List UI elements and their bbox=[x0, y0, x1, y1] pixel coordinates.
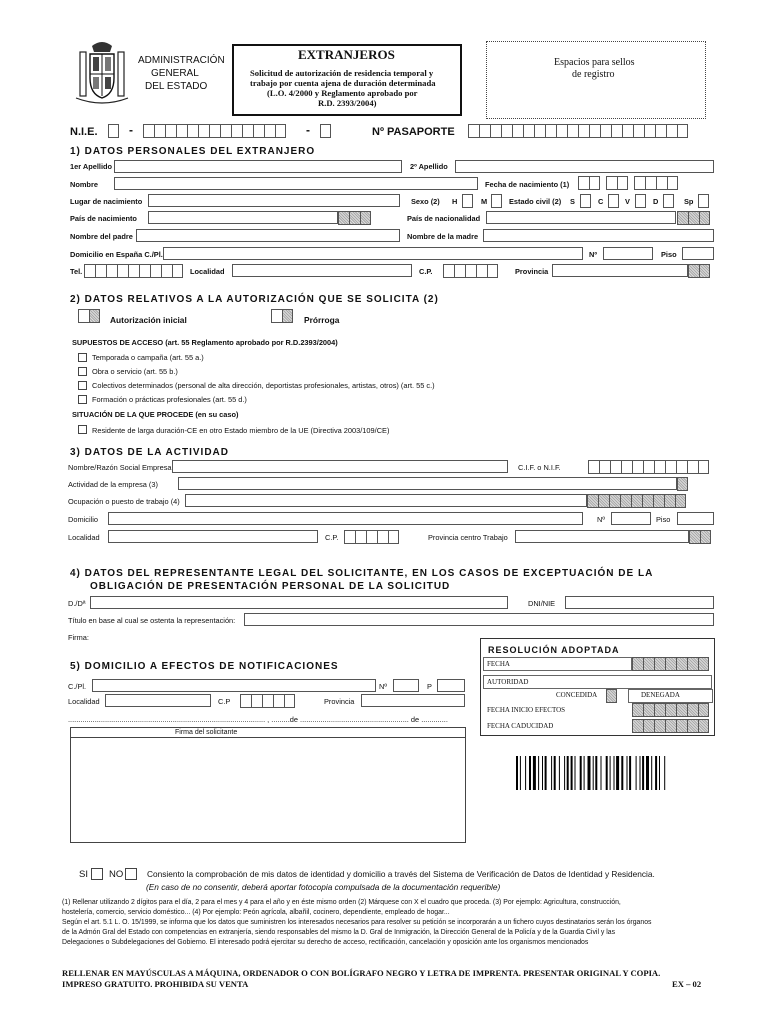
opt4-checkbox[interactable] bbox=[78, 395, 87, 404]
footer-line1: RELLENAR EN MAYÚSCULAS A MÁQUINA, ORDENADOR O CON BOLÍGRAFO NEGRO Y LETRA DE IMPRENTA. PRESENTAR ORIGINAL Y COPIA. bbox=[62, 968, 661, 978]
nombre-field[interactable] bbox=[114, 177, 478, 190]
apellido2-label: 2º Apellido bbox=[410, 162, 448, 171]
s3-cp-label: C.P. bbox=[325, 533, 339, 542]
pais-nac-label: País de nacimiento bbox=[70, 214, 137, 223]
domicilio-n-field[interactable] bbox=[603, 247, 653, 260]
nie-label: N.I.E. bbox=[70, 126, 98, 138]
s5-p-label: P bbox=[427, 682, 432, 691]
ec-sp: Sp bbox=[684, 197, 694, 206]
subtitle-line4: R.D. 2393/2004) bbox=[318, 98, 377, 108]
titulo-field[interactable] bbox=[244, 613, 714, 626]
madre-label: Nombre de la madre bbox=[407, 232, 479, 241]
consent-si: SI bbox=[79, 869, 88, 880]
tel-label: Tel. bbox=[70, 267, 83, 276]
supuestos-title: SUPUESTOS DE ACCESO (art. 55 Reglamento aprobado por R.D.2393/2004) bbox=[72, 338, 338, 347]
passport-boxes[interactable] bbox=[468, 124, 688, 138]
resolucion-title: RESOLUCIÓN ADOPTADA bbox=[488, 645, 620, 655]
sexo-m-box[interactable] bbox=[491, 194, 502, 208]
padre-label: Nombre del padre bbox=[70, 232, 133, 241]
localidad-field[interactable] bbox=[232, 264, 412, 277]
provincia-label: Provincia bbox=[515, 267, 549, 276]
resolucion-autoridad: AUTORIDAD bbox=[487, 678, 529, 686]
titulo-label: Título en base al cual se ostenta la representación: bbox=[68, 616, 236, 625]
empresa-field[interactable] bbox=[172, 460, 508, 473]
opt1-label: Temporada o campaña (art. 55 a.) bbox=[92, 353, 204, 362]
s3-piso-field[interactable] bbox=[677, 512, 714, 525]
consent-no: NO bbox=[109, 869, 124, 880]
s5-p-field[interactable] bbox=[437, 679, 465, 692]
opt2-label: Obra o servicio (art. 55 b.) bbox=[92, 367, 178, 376]
section4-title-line2: OBLIGACIÓN DE PRESENTACIÓN PERSONAL DE LA SOLICITUD bbox=[90, 581, 451, 592]
nombre-label: Nombre bbox=[70, 180, 98, 189]
section5-title: 5) DOMICILIO A EFECTOS DE NOTIFICACIONES bbox=[70, 661, 339, 672]
note-line2: hostelería, comercio, servicio doméstico... (4) Por ejemplo: Peón agrícola, albañil, cocinero, dependiente, empleado de hogar... bbox=[62, 909, 450, 916]
consent-si-checkbox[interactable] bbox=[91, 868, 103, 880]
ec-v: V bbox=[625, 197, 630, 206]
apellido1-field[interactable] bbox=[114, 160, 402, 173]
note-line4: de la Admón Gral del Estado con competencias en extranjería, siendo responsables del mismo la D. Gral de Inmigración, la Dirección General de la Policía y de la Guardia Civil y las bbox=[62, 929, 616, 936]
nie-control-box[interactable] bbox=[320, 124, 331, 138]
nie-dash-2: - bbox=[306, 123, 310, 137]
provincia-code[interactable] bbox=[688, 264, 710, 278]
pais-nac-code[interactable] bbox=[338, 211, 371, 225]
sexo-h-box[interactable] bbox=[462, 194, 473, 208]
subtitle-line2: trabajo por cuenta ajena de duración determinada bbox=[250, 78, 436, 88]
s3-n-label: Nº bbox=[597, 515, 606, 524]
situacion-title: SITUACIÓN DE LA QUE PROCEDE (en su caso) bbox=[72, 410, 239, 419]
s3-cp-boxes[interactable] bbox=[344, 530, 399, 544]
concedida-box[interactable] bbox=[606, 689, 617, 703]
consent-italic: (En caso de no consentir, deberá aportar fotocopia compulsada de la documentación requerible) bbox=[146, 882, 501, 892]
subtitle-line1: Solicitud de autorización de residencia temporal y bbox=[250, 68, 434, 78]
apellido1-label: 1er Apellido bbox=[70, 162, 113, 171]
s5-cpl-label: C./Pl. bbox=[68, 682, 87, 691]
resolucion-denegada: DENEGADA bbox=[641, 691, 680, 699]
cp-boxes[interactable] bbox=[443, 264, 498, 278]
sexo-h: H bbox=[452, 197, 458, 206]
dd-label: D./Dª bbox=[68, 599, 86, 608]
s3-piso-label: Piso bbox=[656, 515, 671, 524]
s5-cp-boxes[interactable] bbox=[240, 694, 295, 708]
dni-field[interactable] bbox=[565, 596, 714, 609]
ocupacion-label: Ocupación o puesto de trabajo (4) bbox=[68, 497, 180, 506]
ocupacion-field[interactable] bbox=[185, 494, 587, 507]
ec-c: C bbox=[598, 197, 604, 206]
piso-field[interactable] bbox=[682, 247, 714, 260]
domicilio-n-label: Nº bbox=[589, 250, 598, 259]
madre-field[interactable] bbox=[483, 229, 714, 242]
firma-solicitante-box[interactable] bbox=[70, 727, 466, 843]
consent-no-checkbox[interactable] bbox=[125, 868, 137, 880]
dd-field[interactable] bbox=[90, 596, 508, 609]
apellido2-field[interactable] bbox=[455, 160, 714, 173]
fecha-nac-day[interactable] bbox=[578, 176, 600, 190]
s3-localidad-field[interactable] bbox=[108, 530, 318, 543]
stamp-line2: de registro bbox=[572, 69, 615, 80]
s5-n-field[interactable] bbox=[393, 679, 419, 692]
nie-dash-1: - bbox=[129, 123, 133, 137]
pais-nacionalidad-label: País de nacionalidad bbox=[407, 214, 481, 223]
firma-label: Firma: bbox=[68, 633, 89, 642]
domicilio-label: Domicilio en España C./Pl. bbox=[70, 250, 163, 259]
prorroga-label: Prórroga bbox=[304, 315, 340, 325]
resolucion-fecha: FECHA bbox=[487, 660, 510, 668]
lugar-nac-field[interactable] bbox=[148, 194, 400, 207]
nie-number-boxes[interactable] bbox=[143, 124, 286, 138]
s5-localidad-label: Localidad bbox=[68, 697, 100, 706]
empresa-label: Nombre/Razón Social Empresa bbox=[68, 463, 172, 472]
inicio-boxes[interactable] bbox=[632, 703, 709, 717]
nie-letter-box[interactable] bbox=[108, 124, 119, 138]
prorroga-box[interactable] bbox=[271, 309, 293, 323]
admin-line1: ADMINISTRACIÓN bbox=[138, 55, 225, 66]
provincia-field[interactable] bbox=[552, 264, 688, 277]
section3-title: 3) DATOS DE LA ACTIVIDAD bbox=[70, 447, 230, 458]
s5-cpl-field[interactable] bbox=[92, 679, 376, 692]
ec-d-box[interactable] bbox=[663, 194, 674, 208]
opt5-checkbox[interactable] bbox=[78, 425, 87, 434]
consent-text: Consiento la comprobación de mis datos de identidad y domicilio a través del Sistema de Verificación de Datos de Identidad y Residencia. bbox=[147, 869, 655, 879]
footer-code: EX – 02 bbox=[672, 979, 702, 989]
resolucion-caducidad: FECHA CADUCIDAD bbox=[487, 722, 554, 730]
ec-sp-box[interactable] bbox=[698, 194, 709, 208]
ocupacion-code[interactable] bbox=[587, 494, 686, 508]
note-line5: Delegaciones o Subdelegaciones del Gobierno. El interesado podrá ejercitar su derecho de acceso, rectificación, cancelación y oposición ante los organismos mencionados bbox=[62, 939, 589, 946]
opt3-label: Colectivos determinados (personal de alta dirección, deportistas profesionales, artistas, otros) (art. 55 c.) bbox=[92, 381, 435, 390]
opt5-label: Residente de larga duración-CE en otro Estado miembro de la UE (Directiva 2003/109/CE) bbox=[92, 426, 390, 435]
admin-line2: GENERAL bbox=[151, 68, 199, 79]
s5-provincia-label: Provincia bbox=[324, 697, 355, 706]
barcode-icon bbox=[516, 756, 706, 790]
opt2-checkbox[interactable] bbox=[78, 367, 87, 376]
section2-title: 2) DATOS RELATIVOS A LA AUTORIZACIÓN QUE SE SOLICITA (2) bbox=[70, 294, 439, 305]
cp-label: C.P. bbox=[419, 267, 433, 276]
localidad-label: Localidad bbox=[190, 267, 225, 276]
footer-line2: IMPRESO GRATUITO. PROHIBIDA SU VENTA bbox=[62, 979, 249, 989]
s5-cp-label: C.P bbox=[218, 697, 231, 706]
ec-d: D bbox=[653, 197, 659, 206]
caducidad-boxes[interactable] bbox=[632, 719, 709, 733]
admin-line3: DEL ESTADO bbox=[145, 81, 208, 92]
note-line3: Según el art. 5.1 L. O. 15/1999, se informa que los datos que suministren los interesados necesarios para resolver su petición se incorporarán a un fichero cuyos destinatarios serán los órganos bbox=[62, 919, 652, 926]
note-line1: (1) Rellenar utilizando 2 dígitos para el día, 2 para el mes y 4 para el año y en éste mismo orden (2) Márquese con X el cuadro que proceda. (3) Por ejemplo: Agricultura, construcción, bbox=[62, 899, 621, 906]
firma-solicitante-header bbox=[70, 727, 466, 738]
actividad-field[interactable] bbox=[178, 477, 677, 490]
estado-civil-label: Estado civil (2) bbox=[509, 197, 562, 206]
resolucion-fecha-boxes[interactable] bbox=[632, 657, 709, 671]
tel-boxes[interactable] bbox=[84, 264, 183, 278]
s5-n-label: Nº bbox=[379, 682, 388, 691]
ec-s-box[interactable] bbox=[580, 194, 591, 208]
s3-n-field[interactable] bbox=[611, 512, 651, 525]
cif-boxes[interactable] bbox=[588, 460, 709, 474]
ec-s: S bbox=[570, 197, 575, 206]
inicial-label: Autorización inicial bbox=[110, 315, 187, 325]
fecha-nac-year[interactable] bbox=[634, 176, 678, 190]
ec-v-box[interactable] bbox=[635, 194, 646, 208]
page-title: EXTRANJEROS bbox=[298, 47, 395, 62]
sexo-label: Sexo (2) bbox=[411, 197, 440, 206]
piso-label: Piso bbox=[661, 250, 677, 259]
sexo-m: M bbox=[481, 197, 488, 206]
pais-nacionalidad-code[interactable] bbox=[677, 211, 710, 225]
padre-field[interactable] bbox=[136, 229, 400, 242]
cif-label: C.I.F. o N.I.F. bbox=[518, 463, 561, 472]
lugar-nac-label: Lugar de nacimiento bbox=[70, 197, 143, 206]
dni-label: DNI/NIE bbox=[528, 599, 556, 608]
section4-title-line1: 4) DATOS DEL REPRESENTANTE LEGAL DEL SOLICITANTE, EN LOS CASOS DE EXCEPTUACIÓN DE LA bbox=[70, 568, 654, 579]
actividad-code[interactable] bbox=[677, 477, 688, 491]
fecha-nac-month[interactable] bbox=[606, 176, 628, 190]
s5-localidad-field[interactable] bbox=[105, 694, 211, 707]
s3-domicilio-field[interactable] bbox=[108, 512, 583, 525]
subtitle-line3: (L.O. 4/2000 y Reglamento aprobado por bbox=[267, 88, 418, 98]
opt3-checkbox[interactable] bbox=[78, 381, 87, 390]
s5-date-line: ................................................................................................ , .........de ..................................................... de ............. bbox=[68, 715, 448, 724]
s3-provincia-code[interactable] bbox=[689, 530, 711, 544]
opt4-label: Formación o prácticas profesionales (art. 55 d.) bbox=[92, 395, 247, 404]
resolucion-inicio: FECHA INICIO EFECTOS bbox=[487, 706, 566, 714]
inicial-box[interactable] bbox=[78, 309, 100, 323]
s3-localidad-label: Localidad bbox=[68, 533, 100, 542]
firma-solicitante: Firma del solicitante bbox=[175, 729, 238, 736]
passport-label: Nº PASAPORTE bbox=[372, 126, 455, 138]
actividad-label: Actividad de la empresa (3) bbox=[68, 480, 158, 489]
resolucion-concedida: CONCEDIDA bbox=[556, 691, 598, 699]
domicilio-field[interactable] bbox=[163, 247, 583, 260]
fecha-nac-label: Fecha de nacimiento (1) bbox=[485, 180, 570, 189]
pais-nac-field[interactable] bbox=[148, 211, 338, 224]
coat-of-arms-icon bbox=[72, 38, 132, 106]
opt1-checkbox[interactable] bbox=[78, 353, 87, 362]
s3-domicilio-label: Domicilio bbox=[68, 515, 98, 524]
stamp-line1: Espacios para sellos bbox=[554, 57, 635, 68]
ec-c-box[interactable] bbox=[608, 194, 619, 208]
stamp-area bbox=[486, 41, 706, 119]
section1-title: 1) DATOS PERSONALES DEL EXTRANJERO bbox=[70, 146, 316, 157]
s3-provincia-label: Provincia centro Trabajo bbox=[428, 533, 508, 542]
s3-provincia-field[interactable] bbox=[515, 530, 689, 543]
pais-nacionalidad-field[interactable] bbox=[486, 211, 676, 224]
s5-provincia-field[interactable] bbox=[361, 694, 465, 707]
